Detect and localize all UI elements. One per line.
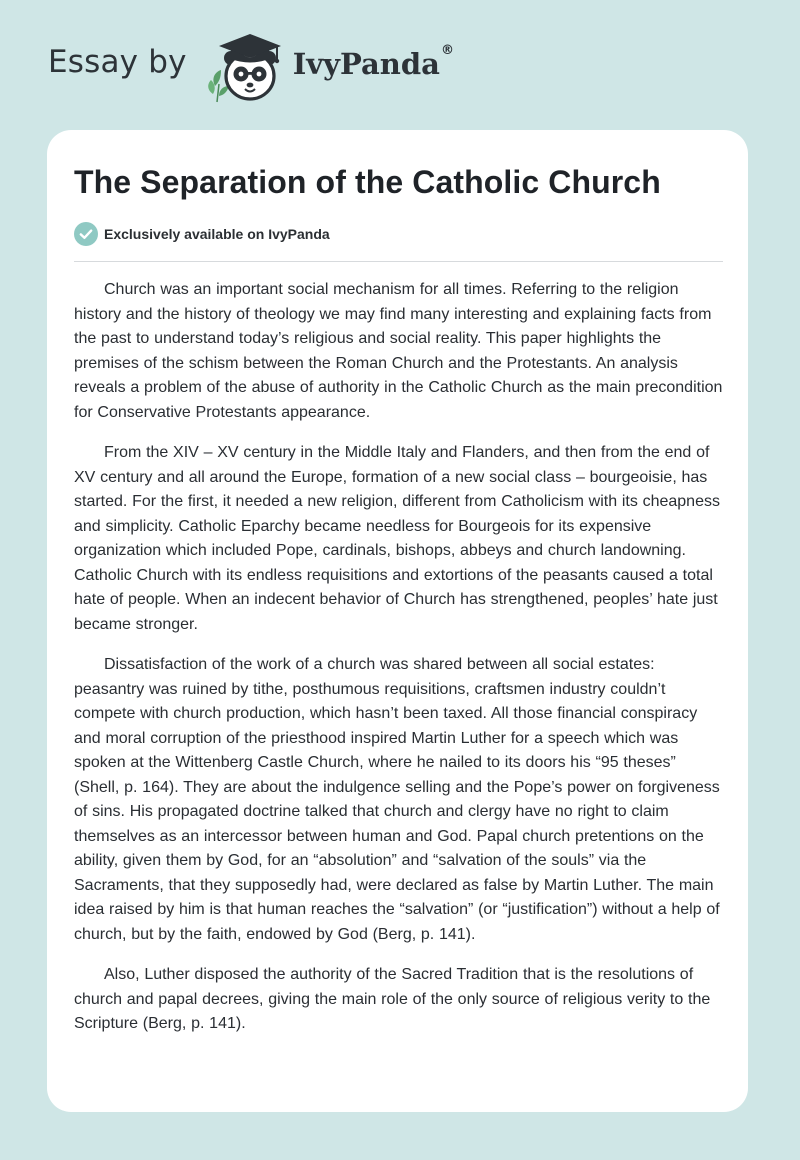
site-brand[interactable] (48, 28, 454, 108)
paragraph: Dissatisfaction of the work of a church was shared between all social estates: peasantry was ruined by tithe, posthumous requisitions, craftsmen industry couldn’t compete with church production, which hasn’t been taxed. All those financial conspiracy and moral corruption of the priesthood inspired Martin Luther for a speech which was spoken at the Wittenberg Castle Church, where he nailed to its doors his “95 theses” (Shell, p. 164). They are about the indulgence selling and the Pope’s power on forgiveness of sins. His propagated doctrine talked that church and clergy have no right to claim themselves as an intercessor between human and God. Papal church pretentions on the ability, given them by God, for an “absolution” and “salvation of the souls” via the Sacraments, that they supposedly had, were declared as false by Martin Luther. The main idea raised by him is that human reaches the “salvation” (or “justification”) without a help of church, but by the faith, endowed by God (Berg, p. 141). (74, 656, 720, 943)
registered-mark: ® (440, 42, 454, 58)
exclusive-badge (74, 222, 330, 246)
paragraph: Church was an important social mechanism for all times. Referring to the religion history and the history of theology we may find many interesting and explaining facts from the past to understand today’s religious and social reality. This paper highlights the premises of the schism between the Roman Church and the Protestants. An analysis reveals a problem of the abuse of authority in the Catholic Church as the main precondition for Conservative Protestants appearance. (74, 281, 723, 421)
essay-card (47, 130, 748, 1112)
panda-logo-icon (201, 28, 289, 108)
essay-body (74, 278, 724, 1053)
page-title: The Separation of the Catholic Church (74, 164, 661, 200)
brand-name: IvyPanda (292, 47, 440, 81)
paragraph: Also, Luther disposed the authority of the Sacred Tradition that is the resolutions of church and papal decrees, giving the main role of the only source of religious verity to the Scripture (Berg, p. 141). (74, 966, 711, 1032)
title-divider (74, 261, 723, 262)
brand-prefix: Essay by (48, 44, 187, 80)
exclusive-label: Exclusively available on IvyPanda (104, 226, 330, 242)
paragraph: From the XIV – XV century in the Middle Italy and Flanders, and then from the end of XV century and all around the Europe, formation of a new social class – bourgeoisie, has started. For the first, it needed a new religion, different from Catholicism with its cheapness and simplicity. Catholic Eparchy became needless for Bourgeois for its expensive organization which included Pope, cardinals, bishops, abbeys and church landowning. Catholic Church with its endless requisitions and extortions of the peasants caused a total hate of people. When an indecent behavior of Church has strengthened, peoples’ hate just became stronger. (74, 444, 720, 633)
check-circle-icon (74, 222, 98, 246)
